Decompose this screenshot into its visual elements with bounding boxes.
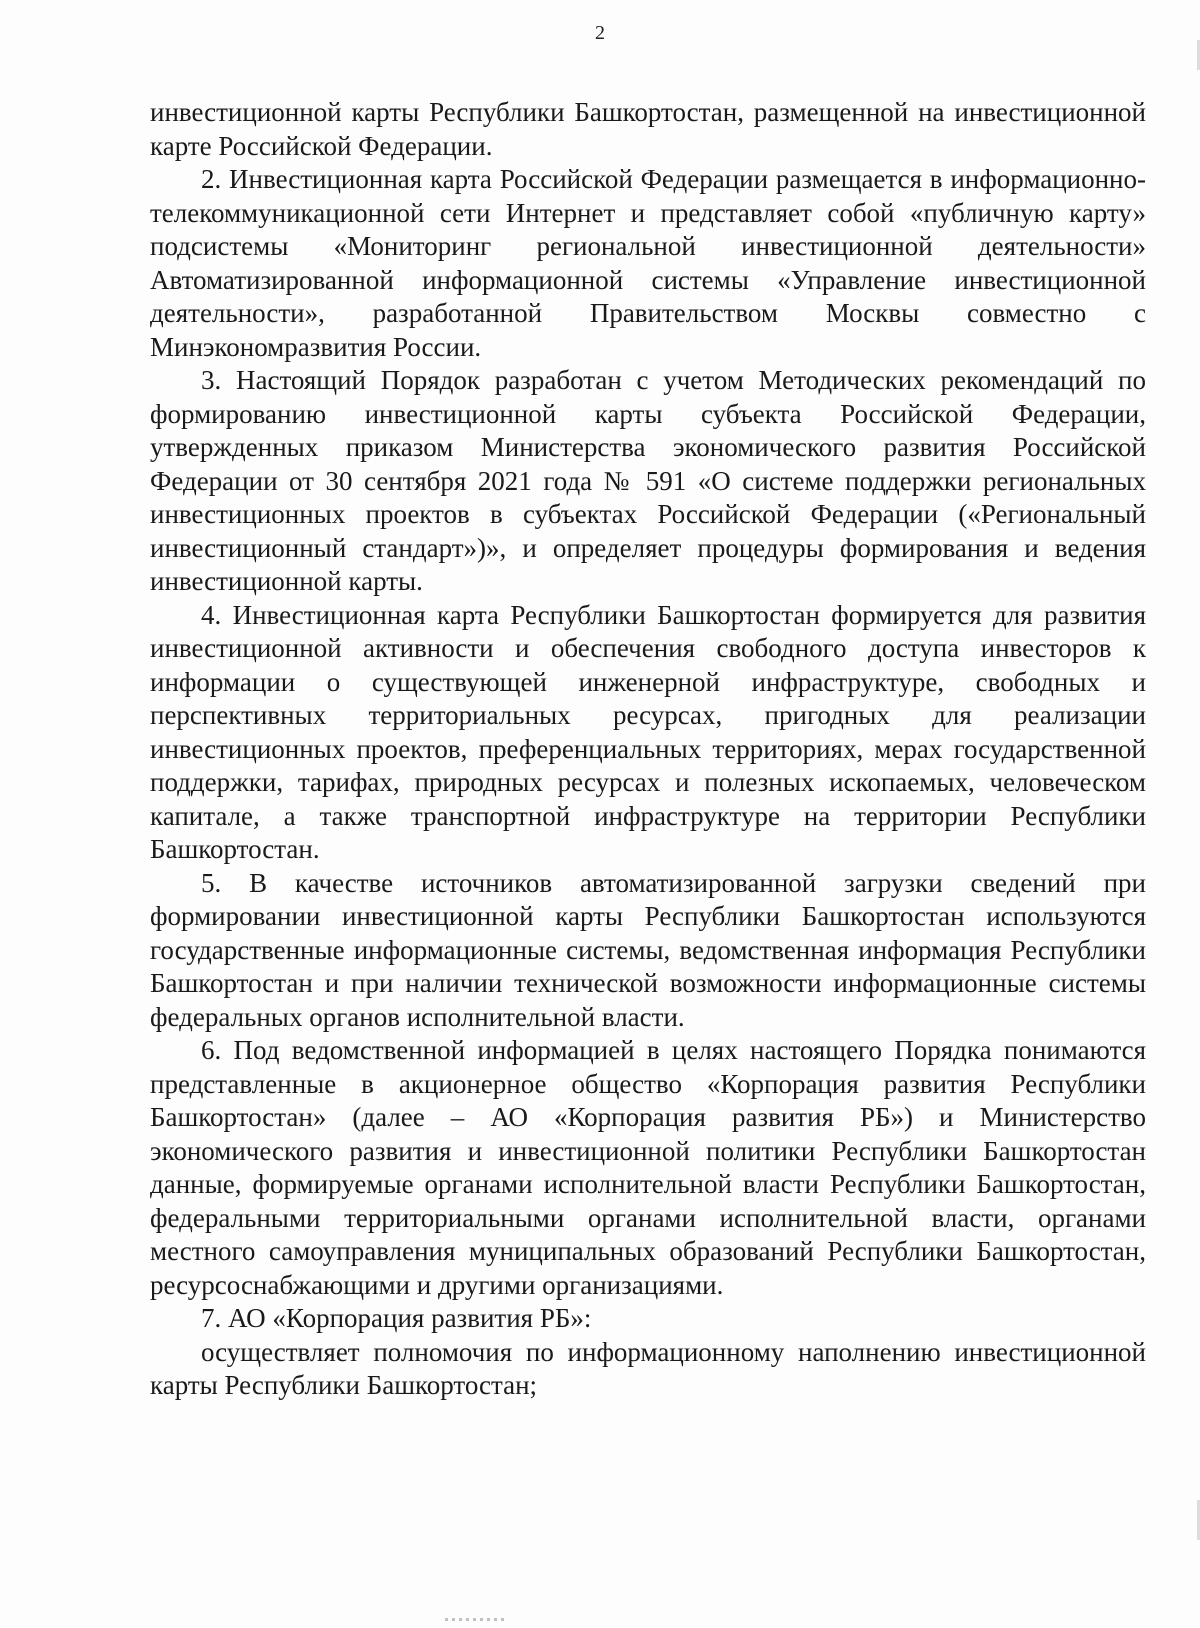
paragraph-continuation: инвестиционной карты Республики Башкортостан, размещенной на инвестиционной карте Российской Федерации. <box>150 97 1146 161</box>
paragraph-item-6: 6. Под ведомственной информацией в целях настоящего Порядка понимаются представленные в акционерное общество «Корпорация развития Республики Башкортостан» (далее – АО «Корпорация развития РБ») и Министерство экономического развития и инвестиционной политики Республики Башкортостан данные, формируемые органами исполнительной власти Республики Башкортостан, федеральными территориальными органами исполнительной власти, органами местного самоуправления муниципальных образований Республики Башкортостан, ресурсоснабжающими и другими организациями. <box>150 1035 1146 1300</box>
document-body <box>150 96 1146 1403</box>
paragraph-item-2: 2. Инвестиционная карта Российской Федерации размещается в информационно-телекоммуникационной сети Интернет и представляет собой «публичную карту» подсистемы «Мониторинг региональной инвестиционной деятельности» Автоматизированной информационной системы «Управление инвестиционной деятельности», разработанной Правительством Москвы совместно с Минэкономразвития России. <box>150 164 1146 362</box>
page-number: 2 <box>595 22 605 44</box>
paragraph-item-4: 4. Инвестиционная карта Республики Башкортостан формируется для развития инвестиционной активности и обеспечения свободного доступа инвесторов к информации о существующей инженерной инфраструктуре, свободных и перспективных территориальных ресурсах, пригодных для реализации инвестиционных проектов, преференциальных территориях, мерах государственной поддержки, тарифах, природных ресурсах и полезных ископаемых, человеческом капитале, а также транспортной инфраструктуре на территории Республики Башкортостан. <box>150 599 1146 864</box>
scan-artifact <box>445 1618 505 1621</box>
paragraph-item-3: 3. Настоящий Порядок разработан с учетом Методических рекомендаций по формированию инвестиционной карты субъекта Российской Федерации, утвержденных приказом Министерства экономического развития Российской Федерации от 30 сентября 2021 года № 591 «О системе поддержки региональных инвестиционных проектов в субъектах Российской Федерации («Региональный инвестиционный стандарт»)», и определяет процедуры формирования и ведения инвестиционной карты. <box>150 365 1146 596</box>
paragraph-item-7: 7. АО «Корпорация развития РБ»: <box>201 1303 592 1333</box>
paragraph-item-5: 5. В качестве источников автоматизированной загрузки сведений при формировании инвестиционной карты Республики Башкортостан используются государственные информационные системы, ведомственная информация Республики Башкортостан и при наличии технической возможности информационные системы федеральных органов исполнительной власти. <box>150 867 1146 1032</box>
paragraph-item-7-sub-1: осуществляет полномочия по информационному наполнению инвестиционной карты Республики Башкортостан; <box>150 1336 1146 1400</box>
